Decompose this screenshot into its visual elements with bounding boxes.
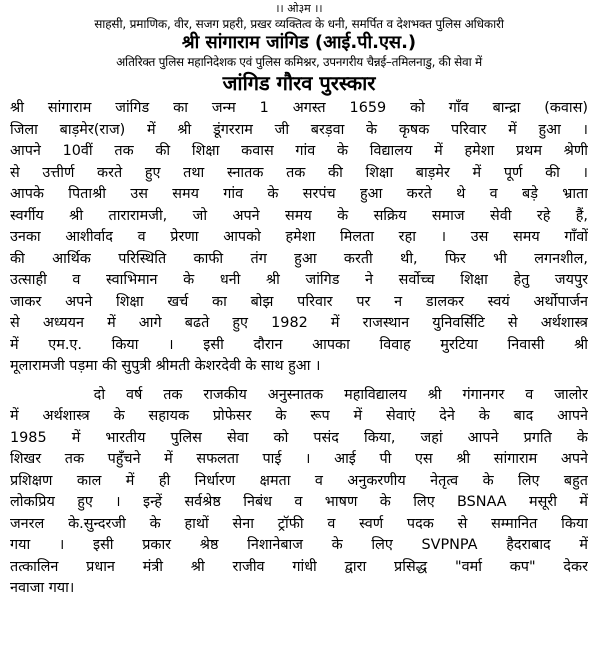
paragraph-line: स्वर्गीय श्री तारारामजी, जो अपने समय के सक्रिय समाज सेवी रहे हैं,: [10, 207, 588, 224]
paragraph-2: [10, 385, 588, 600]
tagline: साहसी, प्रमाणिक, वीर, सजग प्रहरी, प्रखर व्यक्तित्व के धनी, समर्पित व देशभक्त पुलिस अधिकारी: [94, 17, 504, 31]
award-title: जांगिड गौरव पुरस्कार: [222, 71, 376, 95]
paragraph-line: नवाजा गया।: [10, 580, 75, 596]
paragraph-line: तत्कालिन प्रधान मंत्री श्री राजीव गांधी द्वारा प्रसिद्ध "वर्मा कप" देकर: [10, 558, 588, 575]
paragraph-line: आपने 10वीं तक की शिक्षा कवास गांव के विद्यालय में हमेशा प्रथम श्रेणी: [10, 143, 588, 159]
paragraph-line: जाकर अपने शिक्षा खर्च का बोझ परिवार पर न डालकर स्वयं अर्थोपार्जन: [10, 293, 588, 310]
honoree-name-heading: श्री सांगाराम जांगिड (आई.पी.एस.): [181, 32, 417, 53]
paragraph-line: दो वर्ष तक राजकीय अनुस्नातक महाविद्यालय श्री गंगानगर व जालोर: [10, 386, 588, 403]
designation-line: अतिरिक्त पुलिस महानिदेशक एवं पुलिस कमिश्नर, उपनगरीय चैन्नई–तमिलनाडु, की सेवा में: [116, 55, 482, 69]
paragraph-line: उत्साही व स्वाभिमान के धनी श्री जांगिड ने सर्वोच्च शिक्षा हेतु जयपुर: [10, 272, 588, 288]
paragraph-line: जनरल के.सुन्दरजी के हाथों सेना ट्रॉफी व स्वर्ण पदक से सम्मानित किया: [10, 515, 588, 532]
paragraph-line: मूलारामजी पड़मा की सुपुत्री श्रीमती केशरदेवी के साथ हुआ ।: [10, 358, 321, 374]
paragraph-line: में अर्थशास्त्र के सहायक प्रोफेसर के रूप में सेवाएं देने के बाद आपने: [10, 408, 588, 424]
paragraph-line: से अध्ययन में आगे बढते हुए 1982 में राजस्थान युनिवर्सिटि से अर्थशास्त्र: [10, 315, 588, 331]
paragraph-1: [10, 98, 588, 378]
paragraph-line: लोकप्रिय हुए । इन्हें सर्वश्रेष्ठ निबंध व भाषण के लिए BSNAA मसूरी में: [10, 494, 588, 510]
invocation-line: ।। ओ३म ।।: [275, 2, 323, 15]
paragraph-line: 1985 में भारतीय पुलिस सेवा को पसंद किया, जहां आपने प्रगति के: [10, 429, 588, 446]
paragraph-line: श्री सांगाराम जांगिड का जन्म 1 अगस्त 1659 को गाँव बान्द्रा (कवास): [10, 100, 588, 116]
paragraph-line: की आर्थिक परिस्थिति काफी तंग हुआ करती थी, फिर भी लगनशील,: [10, 250, 588, 267]
paragraph-line: शिखर तक पहुँचने में सफलता पाई । आई पी एस श्री सांगाराम अपने: [10, 451, 588, 467]
paragraph-spacer: [10, 378, 588, 385]
paragraph-line: में एम.ए. किया । इसी दौरान आपका विवाह मुरटिया निवासी श्री: [10, 336, 588, 353]
paragraph-line: से उत्तीर्ण करते हुए तथा स्नातक तक की शिक्षा बाड़मेर में पूर्ण की ।: [10, 164, 588, 181]
paragraph-line: उनका आशीर्वाद व प्रेरणा आपको हमेशा मिलता रहा । उस समय गाँवों: [10, 229, 588, 245]
paragraph-line: जिला बाड़मेर(राज) में श्री डूंगरराम जी बरड़वा के कृषक परिवार में हुआ ।: [10, 121, 588, 138]
paragraph-line: आपके पिताश्री उस समय गांव के सरपंच हुआ करते थे व बड़े भ्राता: [10, 186, 588, 202]
paragraph-line: गया । इसी प्रकार श्रेष्ठ निशानेबाज के लिए SVPNPA हैदराबाद में: [10, 537, 588, 553]
paragraph-line: प्रशिक्षण काल में ही निर्धारण क्षमता व अनुकरणीय नेतृत्व के लिए बहुत: [10, 472, 588, 489]
